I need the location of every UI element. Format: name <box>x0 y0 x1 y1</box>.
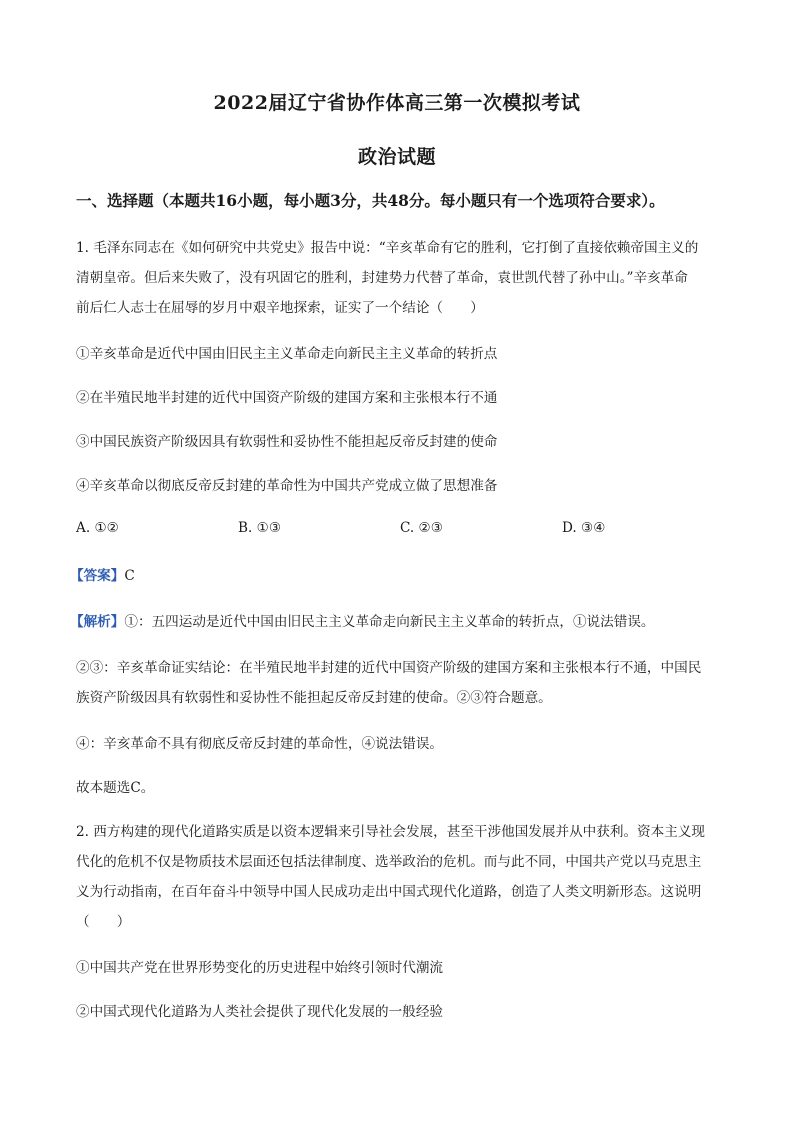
q1-option-a: A. ①② <box>76 520 119 536</box>
q2-statement: ①中国共产党在世界形势变化的历史进程中始终引领时代潮流 <box>76 960 444 976</box>
q1-statement: ①辛亥革命是近代中国由旧民主主义革命走向新民主主义革命的转折点 <box>76 346 498 362</box>
exam-subtitle: 政治试题 <box>357 146 436 168</box>
q1-analysis-line <box>70 610 730 630</box>
q1-statement: ③中国民族资产阶级因具有软弱性和妥协性不能担起反帝反封建的使命 <box>76 434 498 450</box>
analysis-text: ①：五四运动是近代中国由旧民主主义革命走向新民主主义革命的转折点，①说法错误。 <box>124 614 655 630</box>
q1-analysis-line: 故本题选C。 <box>76 780 155 796</box>
q1-stem-line: 1. 毛泽东同志在《如何研究中共党史》报告中说：“辛亥革命有它的胜利，它打倒了直接依赖帝国主义的 <box>76 240 699 256</box>
q1-statement: ④辛亥革命以彻底反帝反封建的革命性为中国共产党成立做了思想准备 <box>76 478 498 494</box>
analysis-tag: 【解析】 <box>70 614 125 630</box>
answer-value: C <box>124 568 135 584</box>
q1-stem-line: 清朝皇帝。但后来失败了，没有巩固它的胜利，封建势力代替了革命，袁世凯代替了孙中山。”辛亥革命 <box>76 270 688 286</box>
q1-analysis-line: ②③：辛亥革命证实结论：在半殖民地半封建的近代中国资产阶级的建国方案和主张根本行不通，中国民 <box>76 660 702 676</box>
q1-option-d: D. ③④ <box>562 520 606 536</box>
answer-tag: 【答案】 <box>70 568 125 584</box>
exam-title: 2022届辽宁省协作体高三第一次模拟考试 <box>213 92 581 114</box>
q2-statement: ②中国式现代化道路为人类社会提供了现代化发展的一般经验 <box>76 1004 444 1020</box>
q2-stem-line: 代化的危机不仅是物质技术层面还包括法律制度、选举政治的危机。而与此不同，中国共产党以马克思主 <box>76 854 702 870</box>
q1-option-b: B. ①③ <box>238 520 282 536</box>
q1-statement: ②在半殖民地半封建的近代中国资产阶级的建国方案和主张根本行不通 <box>76 390 498 406</box>
q1-analysis-line: 族资产阶级因具有软弱性和妥协性不能担起反帝反封建的使命。②③符合题意。 <box>76 690 552 706</box>
q2-stem-line: 2. 西方构建的现代化道路实质是以资本逻辑来引导社会发展，甚至干涉他国发展并从中获利。资本主义现 <box>76 824 706 840</box>
q1-analysis-line: ④：辛亥革命不具有彻底反帝反封建的革命性，④说法错误。 <box>76 736 444 752</box>
q2-stem-line: （ ） <box>76 914 131 930</box>
q1-option-c: C. ②③ <box>400 520 443 536</box>
q2-stem-line: 义为行动指南，在百年奋斗中领导中国人民成功走出中国式现代化道路，创造了人类文明新形态。这说明 <box>76 884 702 900</box>
section-heading: 一、选择题（本题共16小题，每小题3分，共48分。每小题只有一个选项符合要求）。 <box>76 191 665 210</box>
q1-answer <box>70 564 730 584</box>
q1-stem-line: 前后仁人志士在屈辱的岁月中艰辛地探索，证实了一个结论（ ） <box>76 300 484 316</box>
